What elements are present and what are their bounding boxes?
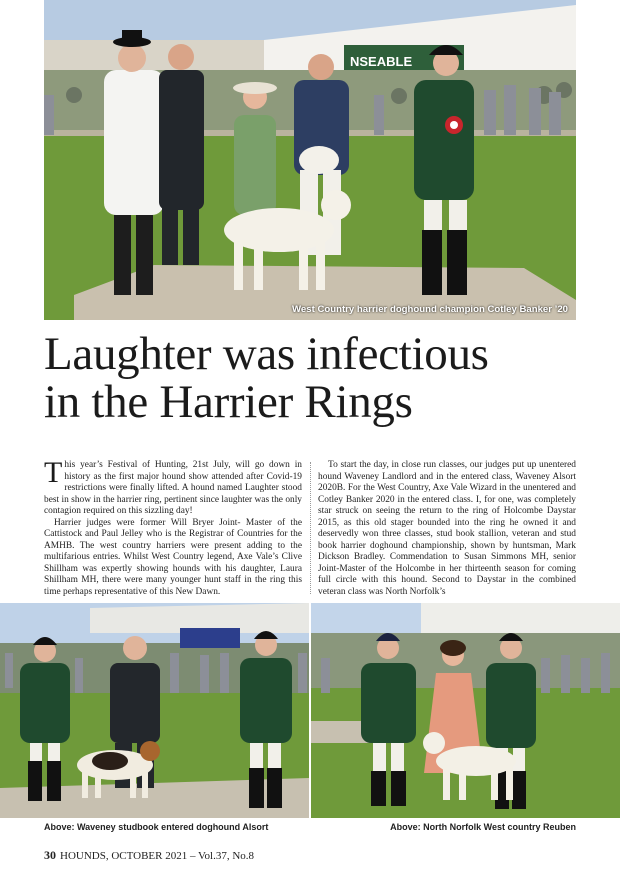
article-paragraph <box>44 456 302 518</box>
headline-line-2: in the Harrier Rings <box>44 376 413 428</box>
article-column-right <box>318 460 576 599</box>
bottom-left-caption: Above: Waveney studbook entered doghound Alsort <box>44 822 269 832</box>
article-paragraph: Harrier judges were former Will Bryer Joint- Master of the Cattistock and Paul Jelley who is the Registrar of Countries for the AMHB. The west country harriers were present adding to the multifarious entries. Whilst West Country legend, Axe Vale’s Clive Shillham was expertly showing hounds with his daughter, Laura Shillham MH, there were many younger hunt staff in the ring this time perhaps representative of this New Dawn. <box>44 517 302 598</box>
top-photo-caption: West Country harrier doghound champion Cotley Banker ’20 <box>292 304 568 315</box>
bottom-right-photo <box>311 603 620 818</box>
publication-info: HOUNDS, OCTOBER 2021 – Vol.37, No.8 <box>60 850 255 862</box>
column-divider <box>310 462 311 594</box>
page-number: 30 <box>44 848 56 862</box>
waveney-hound-scene <box>0 603 309 818</box>
page-footer <box>44 848 254 863</box>
bottom-left-photo <box>0 603 309 818</box>
top-photo <box>44 0 576 320</box>
headline <box>44 330 584 426</box>
show-ring-scene <box>44 0 576 320</box>
article-paragraph-text: his year’s Festival of Hunting, 21st July, will go down in history as the first major hound show attended after Covid-19 restrictions were finally lifted. A hound named Laughter stood best in show in the harrier ring, pertinent since laughter was the only contagion required on this sizzling day! <box>44 460 302 517</box>
marquee-sign: NSEABLE <box>350 54 413 69</box>
article-paragraph: To start the day, in close run classes, our judges put up unentered hound Waveney Landlord and in the entered class, Waveney Alsort 2020B. For the West Country, Axe Vale Wizard in the unentered and Cotley Banker 2020 in the entered class. I, for one, was completely star struck on seeing the return to the ring of Holcombe Daystar 2015, as this old stager bounded into the ring he owned it and deservedly won three classes, stud book stallion, veteran and stud book harrier doghound championship, shown by huntsman, Mark Dickson Bradley. Commendation to Susan Simmons MH, senior Joint-Master of the Holcombe in her thirteenth season for coming full circle with this hound. Second to Daystar in the combined veteran class was North Norfolk’s <box>318 460 576 598</box>
drop-cap: T <box>44 456 63 489</box>
article-column-left <box>44 456 302 599</box>
headline-line-1: Laughter was infectious <box>44 328 489 380</box>
bottom-right-caption: Above: North Norfolk West country Reuben <box>390 822 576 832</box>
north-norfolk-hound-scene <box>311 603 620 818</box>
